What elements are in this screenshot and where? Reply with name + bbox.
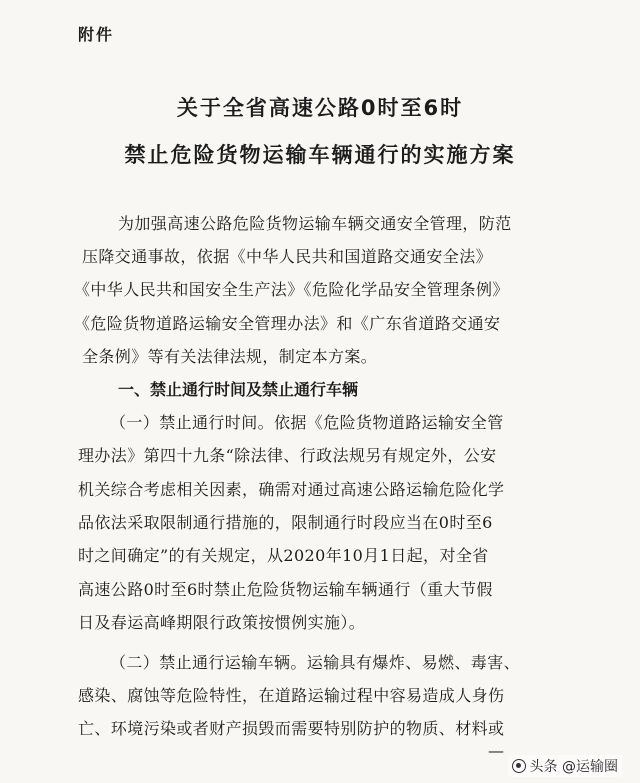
attachment-label: 附件 [78,25,115,44]
watermark-text: 头条 @运输圈 [529,759,618,775]
section-1-heading: 一、禁止通行时间及禁止通行车辆 [118,380,359,399]
section-1-line-2: 理办法》第四十九条“除法律、行政法规另有规定外，公安 [78,446,497,465]
trailing-dash: — [488,741,504,760]
section-2-line-2: 感染、腐蚀等危险特性，在道路运输过程中容易造成人身伤 [78,686,505,705]
section-2-line-1: （二）禁止通行运输车辆。运输具有爆炸、易燃、毒害、 [110,653,521,672]
section-1-line-3: 机关综合考虑相关因素，确需对通过高速公路运输危险化学 [78,480,505,499]
section-1-line-4: 品依法采取限制通行措施的，限制通行时段应当在0时至6 [78,513,493,532]
section-1-line-5: 时之间确定”的有关规定，从2020年10月1日起，对全省 [78,546,489,565]
body-line-2: 压降交通事故，依据《中华人民共和国道路交通安全法》 [82,247,493,266]
title-line-1: 关于全省高速公路0时至6时 [176,96,464,120]
body-line-4: 《危险货物道路运输安全管理办法》和《广东省道路交通安 [74,314,501,333]
title-line-2: 禁止危险货物运输车辆通行的实施方案 [124,143,516,167]
section-1-line-7: 日及春运高峰期限行政策按惯例实施）。 [78,613,366,632]
section-1-line-6: 高速公路0时至6时禁止危险货物运输车辆通行（重大节假 [78,580,493,599]
section-1-line-1: （一）禁止通行时间。依据《危险货物道路运输安全管 [110,413,504,432]
body-line-3: 《中华人民共和国安全生产法》《危险化学品安全管理条例》 [74,280,509,299]
watermark [508,755,622,777]
body-line-5: 全条例》等有关法律法规，制定本方案。 [82,347,378,366]
section-2-line-3: 亡、环境污染或者财产损毁而需要特别防护的物质、材料或 [78,719,505,738]
watermark-logo-icon [512,759,526,773]
body-line-1: 为加强高速公路危险货物运输车辆交通安全管理，防范 [118,214,512,233]
